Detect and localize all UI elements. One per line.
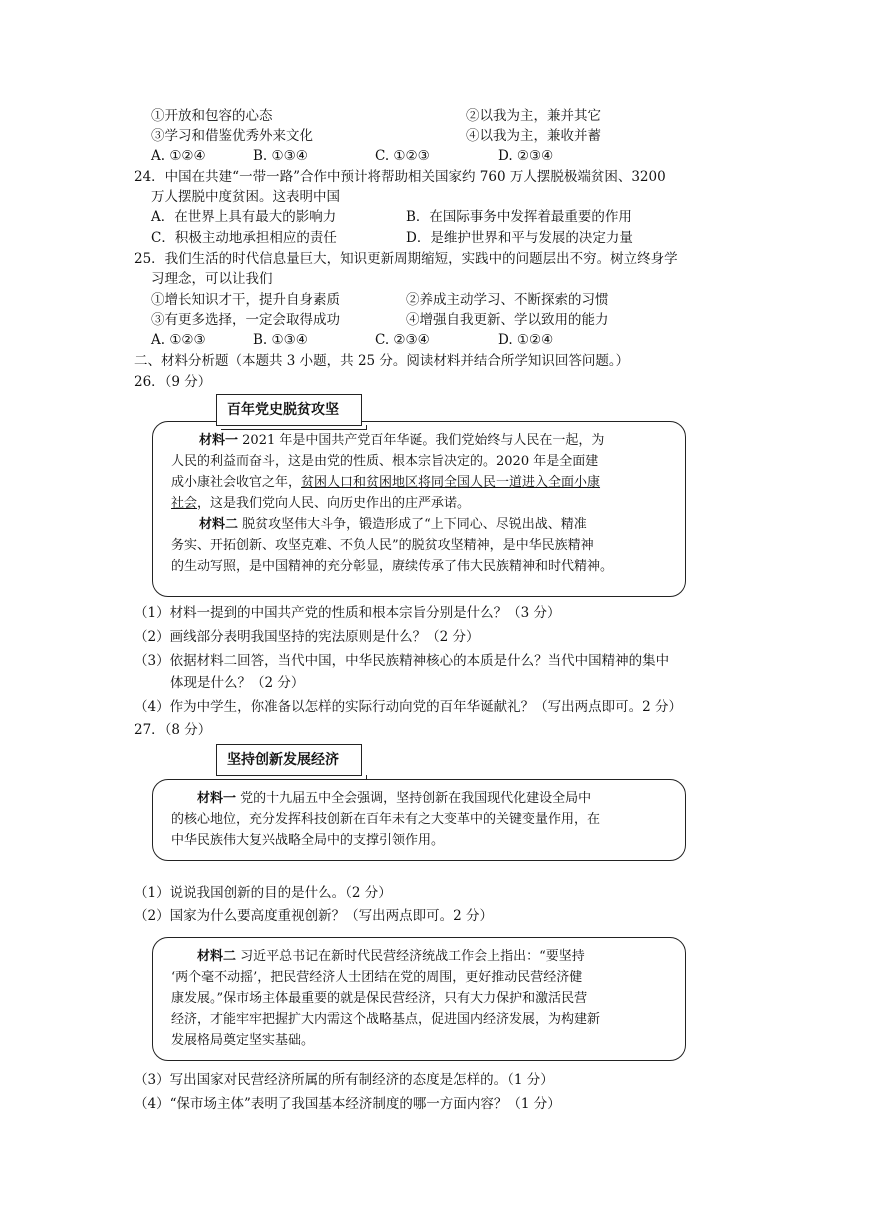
q26-m1-line4b: ，这是我们党向人民、向历史作出的庄严承诺。 bbox=[197, 496, 471, 511]
q26-sub-3-line1: （3）依据材料二回答，当代中国，中华民族精神核心的本质是什么？当代中国精神的集中 bbox=[134, 653, 670, 669]
q26-m1-title: 材料一 bbox=[199, 433, 239, 448]
q27-m2-line5: 发展格局奠定坚实基础。 bbox=[171, 1033, 315, 1048]
q23-option-1: ①开放和包容的心态 bbox=[151, 108, 273, 124]
q25-answer-a: A. ①②③ bbox=[151, 332, 206, 348]
q25-option-3: ③有更多选择，一定会取得成功 bbox=[151, 312, 340, 328]
q26-sub-3-line2: 体现是什么？（2 分） bbox=[170, 675, 305, 691]
q27-m1-line3: 中华民族伟大复兴战略全局中的支撑引领作用。 bbox=[171, 833, 445, 848]
q27-sub-4: （4）“保市场主体”表明了我国基本经济制度的哪一方面内容？（1 分） bbox=[134, 1096, 561, 1112]
q26-banner: 百年党史脱贫攻坚 bbox=[216, 394, 362, 426]
q27-m2-line1: 习近平总书记在新时代民营经济统战工作会上指出：“要坚持 bbox=[236, 949, 585, 964]
q24-option-a: A．在世界上具有最大的影响力 bbox=[151, 209, 337, 225]
q27-sub-2: （2）国家为什么要高度重视创新？（写出两点即可。2 分） bbox=[134, 908, 493, 924]
q24-stem-line1: 24．中国在共建“一带一路”合作中预计将帮助相关国家约 760 万人摆脱极端贫困、3200 bbox=[134, 169, 666, 185]
q23-answer-a: A. ①②④ bbox=[151, 148, 206, 164]
q23-option-2: ②以我为主，兼并其它 bbox=[466, 108, 601, 124]
q26-m1-underlined-2: 社会 bbox=[171, 496, 198, 511]
q26-m1-line1: 2021 年是中国共产党百年华诞。我们党始终与人民在一起，为 bbox=[238, 433, 605, 448]
q26-m2-line2: 务实、开拓创新、攻坚克难、不负人民”的脱贫攻坚精神，是中华民族精神 bbox=[171, 538, 594, 553]
q26-m1-line3a: 成小康社会收官之年， bbox=[171, 475, 302, 490]
q24-option-d: D．是维护世界和平与发展的决定力量 bbox=[406, 230, 633, 246]
q24-option-c: C．积极主动地承担相应的责任 bbox=[151, 230, 337, 246]
q27-sub-3: （3）写出国家对民营经济所属的所有制经济的态度是怎样的。（1 分） bbox=[134, 1072, 554, 1088]
q23-answer-c: C. ①②③ bbox=[375, 148, 430, 164]
q27-banner: 坚持创新发展经济 bbox=[216, 744, 362, 776]
q26-m1-line2: 人民的利益而奋斗，这是由党的性质、根本宗旨决定的。2020 年是全面建 bbox=[171, 454, 599, 469]
q26-m1-underlined-1: 贫困人口和贫困地区将同全国人民一道进入全面小康 bbox=[301, 475, 601, 490]
q27-m1-line1: 党的十九届五中全会强调，坚持创新在我国现代化建设全局中 bbox=[236, 791, 592, 806]
q25-option-1: ①增长知识才干，提升自身素质 bbox=[151, 292, 340, 308]
q27-m2-line2: ‘两个毫不动摇’，把民营经济人士团结在党的周围，更好推动民营经济健 bbox=[171, 970, 583, 985]
q23-answer-b: B. ①③④ bbox=[253, 148, 308, 164]
q26-sub-1: （1）材料一提到的中国共产党的性质和根本宗旨分别是什么？（3 分） bbox=[134, 605, 561, 621]
q24-option-b: B．在国际事务中发挥着最重要的作用 bbox=[406, 209, 632, 225]
q25-stem-line1: 25．我们生活的时代信息量巨大，知识更新周期缩短，实践中的问题层出不穷。树立终身学 bbox=[134, 251, 678, 267]
q27-label: 27．（8 分） bbox=[134, 722, 212, 738]
q27-m2-title: 材料二 bbox=[197, 949, 237, 964]
q26-sub-2: （2）画线部分表明我国坚持的宪法原则是什么？（2 分） bbox=[134, 629, 480, 645]
q25-option-2: ②养成主动学习、不断探索的习惯 bbox=[406, 292, 609, 308]
q26-sub-4: （4）作为中学生，你准备以怎样的实际行动向党的百年华诞献礼？（写出两点即可。2 分） bbox=[134, 699, 682, 715]
q25-answer-c: C. ②③④ bbox=[375, 332, 430, 348]
q25-option-4: ④增强自我更新、学以致用的能力 bbox=[406, 312, 609, 328]
q23-answer-d: D. ②③④ bbox=[498, 148, 554, 164]
q25-stem-line2: 习理念，可以让我们 bbox=[151, 271, 273, 287]
q26-material-box bbox=[152, 421, 686, 597]
q26-m2-line3: 的生动写照，是中国精神的充分彰显，赓续传承了伟大民族精神和时代精神。 bbox=[171, 559, 614, 574]
q27-sub-1: （1）说说我国创新的目的是什么。（2 分） bbox=[134, 885, 392, 901]
section-2-title: 二、材料分析题（本题共 3 小题，共 25 分。阅读材料并结合所学知识回答问题。） bbox=[134, 353, 630, 369]
q25-answer-d: D. ①②④ bbox=[498, 332, 554, 348]
q25-answer-b: B. ①③④ bbox=[253, 332, 308, 348]
q23-option-3: ③学习和借鉴优秀外来文化 bbox=[151, 128, 313, 144]
q26-m2-title: 材料二 bbox=[199, 517, 239, 532]
q26-label: 26．（9 分） bbox=[134, 374, 212, 390]
q27-material-2-box bbox=[152, 937, 686, 1061]
q27-m1-title: 材料一 bbox=[197, 791, 237, 806]
q24-stem-line2: 万人摆脱中度贫困。这表明中国 bbox=[151, 189, 340, 205]
q23-option-4: ④以我为主，兼收并蓄 bbox=[466, 128, 601, 144]
q27-m2-line3: 康发展。”保市场主体最重要的就是保民营经济，只有大力保护和激活民营 bbox=[171, 991, 588, 1006]
q27-material-1-box bbox=[152, 779, 686, 861]
q26-m2-line1: 脱贫攻坚伟大斗争，锻造形成了“上下同心、尽锐出战、精准 bbox=[238, 517, 587, 532]
q27-m1-line2: 的核心地位，充分发挥科技创新在百年未有之大变革中的关键变量作用，在 bbox=[171, 812, 601, 827]
q27-m2-line4: 经济，才能牢牢把握扩大内需这个战略基点，促进国内经济发展，为构建新 bbox=[171, 1012, 601, 1027]
